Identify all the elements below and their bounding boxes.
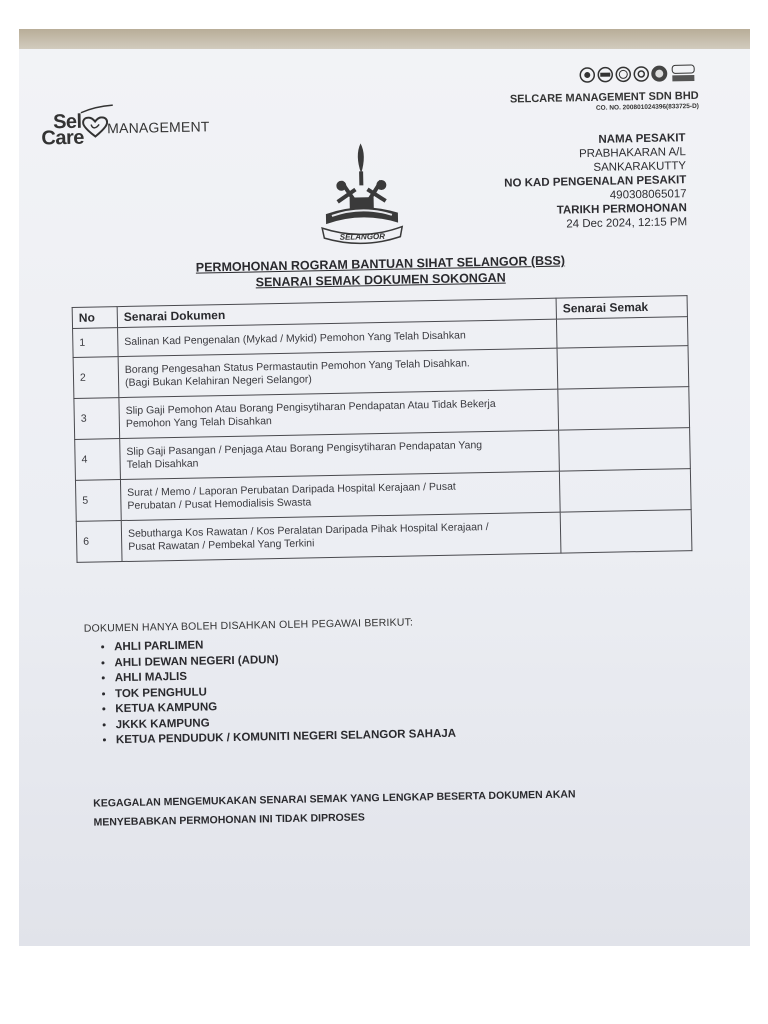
checklist-box[interactable] — [556, 317, 688, 349]
header-no: No — [72, 307, 117, 329]
row-document-line2: Perubatan / Pusat Hemodialisis Swasta — [127, 496, 312, 512]
row-document-line2: (Bagi Bukan Kelahiran Negeri Selangor) — [124, 373, 312, 389]
list-item: • KETUA KAMPUNG — [115, 696, 455, 718]
warning-notice — [93, 783, 694, 833]
row-number: 4 — [75, 439, 121, 481]
logo-management-text: MANAGEMENT — [107, 118, 210, 137]
list-item: • AHLI MAJLIS — [115, 665, 455, 687]
list-item: • TOK PENGHULU — [115, 680, 455, 702]
row-document-line2: Pusat Rawatan / Pembekal Yang Terkini — [128, 537, 315, 553]
row-document — [121, 512, 561, 561]
patient-info — [503, 131, 687, 232]
row-number: 1 — [73, 328, 119, 358]
selcare-logo — [39, 98, 210, 149]
document-subtitle: SENARAI SEMAK DOKUMEN SOKONGAN — [255, 270, 506, 290]
row-document-line1: Borang Pengesahan Status Permastautin Pemohon Yang Telah Disahkan. — [124, 357, 470, 376]
header-checklist: Senarai Semak — [556, 296, 687, 320]
document-photo — [19, 29, 750, 946]
checklist-box[interactable] — [560, 510, 692, 554]
header-document-list: Senarai Dokumen — [117, 298, 556, 327]
company-header — [510, 90, 699, 114]
company-number: CO. NO. 200801024396(833725-D) — [595, 102, 699, 112]
patient-name-line2: SANKARAKUTTY — [593, 160, 687, 174]
selangor-crest-icon — [311, 140, 413, 252]
patient-name-line1: PRABHAKARAN A/L — [578, 146, 686, 161]
crest-label: SELANGOR — [339, 231, 386, 242]
patient-ic-value: 490308065017 — [609, 188, 687, 202]
row-document-line1: Sebutharga Kos Rawatan / Kos Peralatan Daripada Pihak Hospital Kerajaan / — [127, 521, 489, 540]
row-document-line1: Slip Gaji Pemohon Atau Borang Pengisytiharan Pendapatan Atau Tidak Bekerja — [125, 397, 496, 417]
patient-name-label: NAMA PESAKIT — [598, 132, 686, 146]
patient-ic-label: NO KAD PENGENALAN PESAKIT — [504, 174, 687, 190]
document-title: PERMOHONAN ROGRAM BANTUAN SIHAT SELANGOR (BSS) — [195, 253, 566, 275]
checklist-box[interactable] — [559, 469, 691, 513]
checklist-box[interactable] — [557, 346, 689, 390]
authorized-officers-list — [100, 634, 456, 749]
application-date-value: 24 Dec 2024, 12:15 PM — [566, 216, 688, 231]
application-date-label: TARIKH PERMOHONAN — [556, 202, 687, 217]
heart-icon — [82, 116, 108, 138]
row-document-line1: Surat / Memo / Laporan Perubatan Daripada Hospital Kerajaan / Pusat — [127, 480, 456, 499]
document-content — [19, 29, 750, 946]
list-item: • JKKK KAMPUNG — [116, 711, 456, 733]
list-item: • KETUA PENDUDUK / KOMUNITI NEGERI SELANGOR SAHAJA — [116, 727, 456, 749]
row-number: 6 — [76, 521, 122, 563]
checklist-box[interactable] — [559, 428, 691, 472]
company-name: SELCARE MANAGEMENT SDN BHD — [509, 89, 699, 106]
row-document-line1: Slip Gaji Pasangan / Penjaga Atau Borang Pengisytiharan Pendapatan Yang — [126, 439, 483, 458]
certification-badges-icon — [579, 63, 697, 85]
verification-note: DOKUMEN HANYA BOLEH DISAHKAN OLEH PEGAWAI BERIKUT: — [83, 616, 414, 635]
logo-care-text: Care — [41, 126, 85, 150]
logo-sel-text: Sel — [52, 110, 82, 134]
logo-swoosh-icon — [79, 104, 115, 115]
warning-line2: MENYEBABKAN PERMOHONAN INI TIDAK DIPROSES — [93, 811, 365, 829]
list-item: • AHLI PARLIMEN — [114, 634, 454, 656]
warning-line1: KEGAGALAN MENGEMUKAKAN SENARAI SEMAK YANG LENGKAP BESERTA DOKUMEN AKAN — [93, 788, 576, 810]
checklist-box[interactable] — [558, 387, 690, 431]
row-number: 5 — [75, 480, 121, 522]
document-checklist-table — [72, 295, 693, 563]
row-number: 3 — [74, 398, 120, 440]
row-document-line2: Pemohon Yang Telah Disahkan — [125, 415, 272, 430]
list-item: • AHLI DEWAN NEGERI (ADUN) — [114, 649, 454, 671]
row-number: 2 — [73, 357, 119, 399]
row-document-line2: Telah Disahkan — [126, 457, 199, 471]
row-document-line1: Salinan Kad Pengenalan (Mykad / Mykid) Pemohon Yang Telah Disahkan — [124, 328, 466, 348]
